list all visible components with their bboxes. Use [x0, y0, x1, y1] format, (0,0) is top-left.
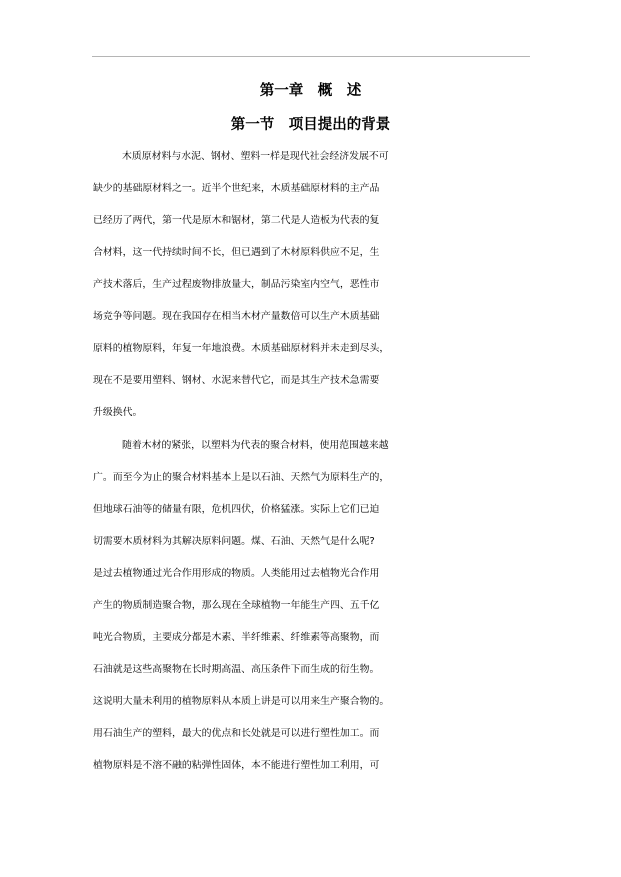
paragraph-line: 原料的植物原料，年复一年地浪费。木质基础原材料并未走到尽头，	[93, 343, 390, 354]
header-rule	[92, 56, 530, 57]
paragraph-line: 是过去植物通过光合作用形成的物质。人类能用过去植物光合作用	[93, 568, 380, 579]
section-title: 第一节 项目提出的背景	[230, 117, 391, 133]
paragraph-line: 已经历了两代，第一代是原木和锯材，第二代是人造板为代表的复	[93, 215, 380, 226]
paragraph-line: 升级换代。	[93, 407, 143, 418]
paragraph-line: 切需要木质材料为其解决原料问题。煤、石油、天然气是什么呢?	[93, 536, 375, 547]
paragraph-line: 用石油生产的塑料，最大的优点和长处就是可以进行塑性加工。而	[93, 728, 380, 739]
paragraph-line: 随着木材的紧张，以塑料为代表的聚合材料，使用范围越来越	[122, 440, 389, 451]
paragraph-line: 合材料，这一代持续时间不长，但已遇到了木材原料供应不足，生	[93, 247, 380, 258]
paragraph-line: 缺少的基础原材料之一。近半个世纪来，木质基础原材料的主产品	[93, 183, 380, 194]
paragraph-line: 场竞争等问题。现在我国存在相当木材产量数倍可以生产木质基础	[93, 311, 380, 322]
paragraph-line: 石油就是这些高聚物在长时期高温、高压条件下而生成的衍生物。	[93, 664, 380, 675]
paragraph-line: 木质原材料与水泥、钢材、塑料一样是现代社会经济发展不可	[122, 151, 389, 162]
paragraph-line: 产技术落后，生产过程废物排放量大，制品污染室内空气，恶性市	[93, 279, 380, 290]
paragraph-line: 植物原料是不溶不融的粘弹性固体，本不能进行塑性加工利用，可	[93, 760, 380, 771]
paragraph-line: 这说明大量未利用的植物原料从本质上讲是可以用来生产聚合物的。	[93, 696, 390, 707]
chapter-title: 第一章 概 述	[259, 83, 362, 99]
paragraph-line: 产生的物质制造聚合物，那么现在全球植物一年能生产四、五千亿	[93, 600, 380, 611]
paragraph-line: 现在不是要用塑料、钢材、水泥来替代它，而是其生产技术急需要	[93, 375, 380, 386]
paragraph-line: 广。而至今为止的聚合材料基本上是以石油、天然气为原料生产的，	[93, 472, 390, 483]
paragraph-line: 吨光合物质，主要成分都是木素、半纤维素、纤维素等高聚物，而	[93, 632, 380, 643]
paragraph-line: 但地球石油等的储量有限，危机四伏，价格猛涨。实际上它们已迫	[93, 504, 380, 515]
